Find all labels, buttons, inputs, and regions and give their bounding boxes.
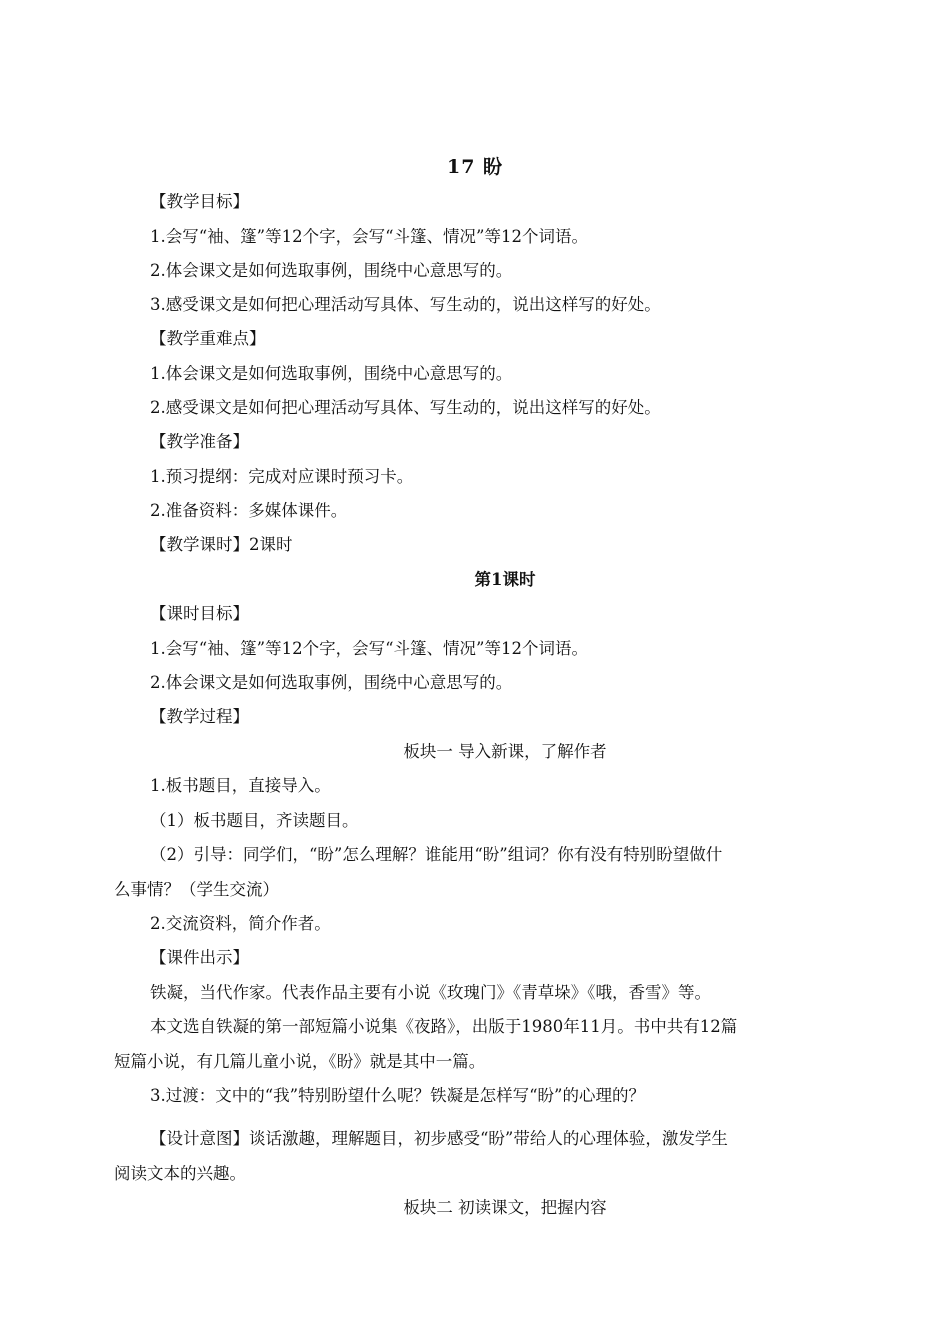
design-intent-line-2: 阅读文本的兴趣。 (114, 1164, 246, 1183)
lesson-goal-2: 2.体会课文是如何选取事例，围绕中心意思写的。 (150, 673, 513, 692)
block-heading-1: 板块一 导入新课，了解作者 (403, 742, 607, 761)
section-heading-courseware: 【课件出示】 (150, 948, 249, 967)
preparation-item-2: 2.准备资料：多媒体课件。 (150, 501, 348, 520)
lesson-heading: 第1课时 (474, 570, 536, 589)
design-intent-line-1: 【设计意图】谈话激趣，理解题目，初步感受“盼”带给人的心理体验，激发学生 (150, 1129, 728, 1148)
page-title: 17 盼 (446, 156, 504, 178)
process-step-3: 3.过渡：文中的“我”特别盼望什么呢？铁凝是怎样写“盼”的心理的？ (150, 1086, 645, 1105)
lesson-goal-1: 1.会写“袖、篷”等12个字，会写“斗篷、情况”等12个词语。 (150, 639, 588, 658)
goal-item-1: 1.会写“袖、篷”等12个字，会写“斗篷、情况”等12个词语。 (150, 227, 588, 246)
key-point-1: 1.体会课文是如何选取事例，围绕中心意思写的。 (150, 364, 513, 383)
process-substep-2-line-1: （2）引导：同学们，“盼”怎么理解？谁能用“盼”组词？你有没有特别盼望做什 (150, 845, 723, 864)
process-substep-1: （1）板书题目，齐读题目。 (150, 811, 359, 830)
preparation-item-1: 1.预习提纲：完成对应课时预习卡。 (150, 467, 414, 486)
source-intro-line-2: 短篇小说，有几篇儿童小说，《盼》就是其中一篇。 (114, 1052, 486, 1071)
section-heading-key-points: 【教学重难点】 (150, 329, 266, 348)
goal-item-3: 3.感受课文是如何把心理活动写具体、写生动的，说出这样写的好处。 (150, 295, 661, 314)
process-substep-2-line-2: 么事情？（学生交流） (114, 880, 279, 899)
source-intro-line-1: 本文选自铁凝的第一部短篇小说集《夜路》，出版于1980年11月。书中共有12篇 (150, 1017, 738, 1036)
section-heading-class-hours: 【教学课时】2课时 (150, 535, 293, 554)
section-heading-process: 【教学过程】 (150, 707, 249, 726)
section-heading-lesson-goals: 【课时目标】 (150, 604, 249, 623)
key-point-2: 2.感受课文是如何把心理活动写具体、写生动的，说出这样写的好处。 (150, 398, 661, 417)
author-intro: 铁凝，当代作家。代表作品主要有小说《玫瑰门》《青草垛》《哦，香雪》等。 (150, 983, 711, 1002)
block-heading-2: 板块二 初读课文，把握内容 (403, 1198, 607, 1217)
section-heading-preparation: 【教学准备】 (150, 432, 249, 451)
section-heading-teaching-goals: 【教学目标】 (150, 192, 249, 211)
process-step-1: 1.板书题目，直接导入。 (150, 776, 331, 795)
process-step-2: 2.交流资料，简介作者。 (150, 914, 331, 933)
goal-item-2: 2.体会课文是如何选取事例，围绕中心意思写的。 (150, 261, 513, 280)
